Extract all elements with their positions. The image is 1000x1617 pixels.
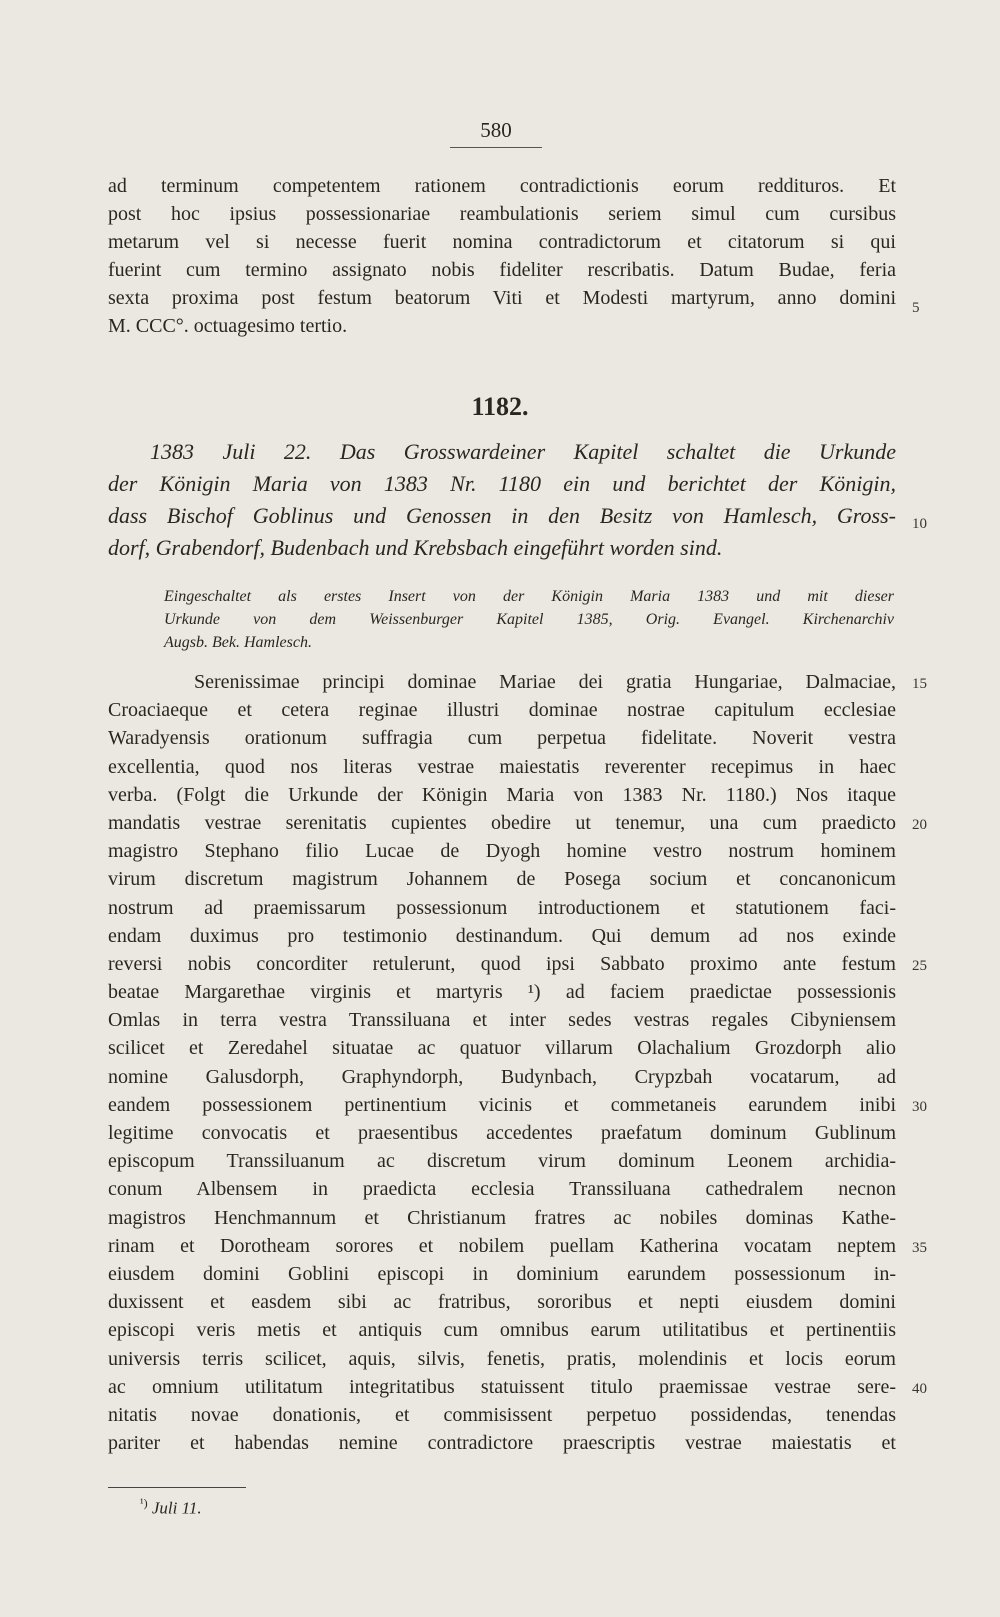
line-number: 35 bbox=[912, 1240, 927, 1256]
text-line: eandem possessionem pertinentium vicinis et commetaneis earundem inibi bbox=[108, 1093, 896, 1116]
text-line: nomine Galusdorph, Graphyndorph, Budynbach, Crypzbah vocatarum, ad bbox=[108, 1065, 896, 1088]
text-line: duxissent et easdem sibi ac fratribus, sororibus et nepti eiusdem domini bbox=[108, 1291, 896, 1314]
footnote-text: Juli 11. bbox=[151, 1498, 202, 1518]
regest-line: 1383 Juli 22. Das Grosswardeiner Kapitel schaltet die Urkunde bbox=[150, 439, 896, 464]
text-line: Croaciaeque et cetera reginae illustri dominae nostrae capitulum ecclesiae bbox=[108, 699, 896, 722]
text-line: metarum vel si necesse fuerit nomina contradictorum et citatorum si qui bbox=[108, 231, 896, 253]
line-number: 25 bbox=[912, 958, 927, 974]
page-number: 580 bbox=[450, 118, 542, 148]
text-line: Omlas in terra vestra Transsiluana et inter sedes vestras regales Cibyniensem bbox=[108, 1009, 896, 1032]
text-line: mandatis vestrae serenitatis cupientes obedire ut tenemur, una cum praedicto bbox=[108, 811, 896, 834]
text-line: eiusdem domini Goblini episcopi in dominium earundem possessionum in- bbox=[108, 1262, 896, 1285]
text-line: beatae Margarethae virginis et martyris ¹) ad faciem praedictae possessionis bbox=[108, 981, 896, 1004]
footnote-mark: ¹) bbox=[140, 1496, 148, 1510]
text-line: conum Albensem in praedicta ecclesia Transsiluana cathedralem necnon bbox=[108, 1178, 896, 1201]
regest-line: dass Bischof Goblinus und Genossen in den Besitz von Hamlesch, Gross- bbox=[108, 503, 896, 528]
text-line: Waradyensis orationum suffragia cum perpetua fidelitate. Noverit vestra bbox=[108, 727, 896, 750]
text-line: legitime convocatis et praesentibus accedentes praefatum dominum Gublinum bbox=[108, 1122, 896, 1144]
text-line: ac omnium utilitatum integritatibus statuissent titulo praemissae vestrae sere- bbox=[108, 1375, 896, 1398]
line-number: 30 bbox=[912, 1099, 927, 1115]
line-number: 20 bbox=[912, 817, 927, 833]
line-number: 15 bbox=[912, 676, 927, 692]
text-line: reversi nobis concorditer retulerunt, quod ipsi Sabbato proximo ante festum bbox=[108, 952, 896, 975]
text-line: sexta proxima post festum beatorum Viti et Modesti martyrum, anno domini bbox=[108, 287, 896, 309]
line-number: 40 bbox=[912, 1381, 927, 1397]
text-line: M. CCC°. octuagesimo tertio. bbox=[108, 315, 348, 337]
document-number: 1182. bbox=[471, 392, 529, 421]
regest-summary bbox=[108, 436, 896, 564]
regest-line: der Königin Maria von 1383 Nr. 1180 ein und berichtet der Königin, bbox=[108, 471, 896, 496]
text-line: endam duximus pro testimonio destinandum. Qui demum ad nos exinde bbox=[108, 924, 896, 947]
text-line: episcopum Transsiluanum ac discretum virum dominum Leonem archidia- bbox=[108, 1150, 896, 1173]
text-line: Serenissimae principi dominae Mariae dei gratia Hungariae, Dalmaciae, bbox=[194, 671, 896, 693]
text-line: pariter et habendas nemine contradictore praescriptis vestraе maiestatis et bbox=[108, 1432, 896, 1455]
charter-text bbox=[108, 668, 896, 1457]
line-number: 5 bbox=[912, 300, 920, 316]
source-line: Augsb. Bek. Hamlesch. bbox=[164, 634, 312, 651]
source-line: Eingeschaltet als erstes Insert von der Königin Maria 1383 und mit dieser bbox=[164, 588, 894, 605]
regest-line: dorf, Grabendorf, Budenbach und Krebsbach eingeführt worden sind. bbox=[108, 535, 723, 560]
text-line: magistros Henchmannum et Christianum fratres ac nobiles dominas Kathe- bbox=[108, 1206, 896, 1229]
text-line: scilicet et Zeredahel situatae ac quatuor villarum Olachalium Grozdorph alio bbox=[108, 1037, 896, 1060]
line-number: 10 bbox=[912, 516, 927, 532]
text-line: excellentia, quod nos literas vestrae maiestatis reverenter recepimus in haec bbox=[108, 755, 896, 778]
text-line: magistro Stephano filio Lucae de Dyogh homine vestro nostrum hominem bbox=[108, 840, 896, 863]
text-line: rinam et Dorotheam sorores et nobilem puellam Katherina vocatam neptem bbox=[108, 1234, 896, 1257]
continuation-paragraph bbox=[108, 172, 896, 340]
text-line: ad terminum competentem rationem contradictionis eorum reddituros. Et bbox=[108, 175, 896, 197]
text-line: nitatis novae donationis, et commisissent perpetuo possidendas, tenendas bbox=[108, 1403, 896, 1426]
text-line: fuerint cum termino assignato nobis fideliter rescribatis. Datum Budae, feria bbox=[108, 259, 896, 281]
footnote bbox=[140, 1496, 202, 1519]
text-line: virum discretum magistrum Johannem de Posega socium et concanonicum bbox=[108, 868, 896, 891]
text-line: nostrum ad praemissarum possessionum introductionem et statutionem faci- bbox=[108, 896, 896, 919]
text-line: post hoc ipsius possessionariae reambulationis seriem simul cum cursibus bbox=[108, 203, 896, 225]
text-line: universis terris scilicet, aquis, silvis, fenetis, pratis, molendinis et locis eorum bbox=[108, 1347, 896, 1370]
source-note bbox=[164, 585, 894, 654]
footnote-divider bbox=[108, 1487, 246, 1488]
source-line: Urkunde von dem Weissenburger Kapitel 1385, Orig. Evangel. Kirchenarchiv bbox=[164, 611, 894, 628]
text-line: episcopi veris metis et antiquis cum omnibus earum utilitatibus et pertinentiis bbox=[108, 1319, 896, 1342]
text-line: verba. (Folgt die Urkunde der Königin Maria von 1383 Nr. 1180.) Nos itaque bbox=[108, 783, 896, 806]
